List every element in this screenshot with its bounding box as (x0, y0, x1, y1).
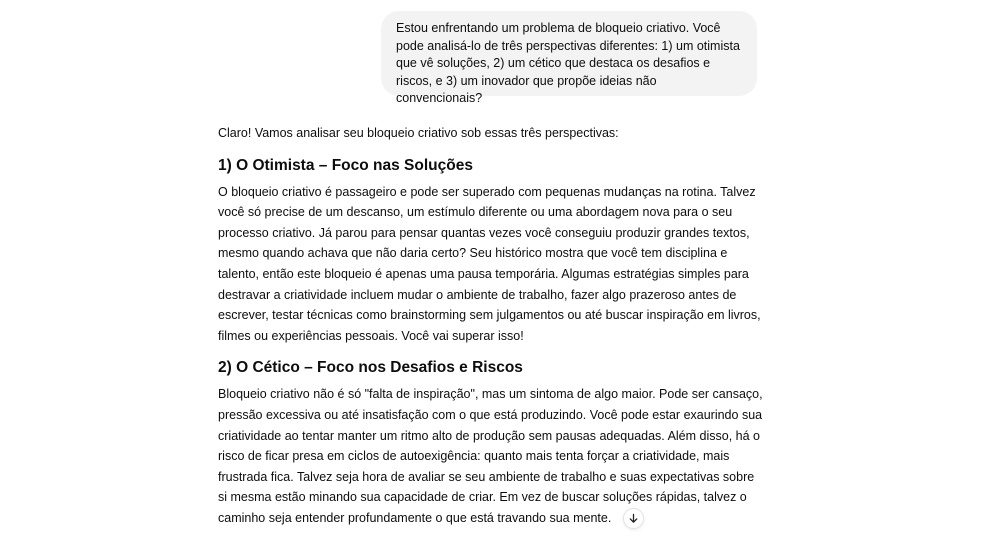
section-body-skeptic: Bloqueio criativo não é só "falta de inspiração", mas um sintoma de algo maior. Pode ser cansaço, pressão excessiva ou até insatisfação com o que está produzindo. Você pode estar exaurindo sua criatividade ao tentar manter um ritmo alto de produção sem pausas adequadas. Além disso, há o risco de ficar presa em ciclos de autoexigência: quanto mais tenta forçar a criatividade, mais frustrada fica. Talvez seja hora de avaliar se seu ambiente de trabalho e suas expectativas sobre si mesma estão minando sua capacidade de criar. Em vez de buscar soluções rápidas, talvez o caminho seja entender profundamente o que está travando sua mente. (218, 387, 763, 525)
scroll-to-bottom-button[interactable] (623, 508, 644, 529)
user-message-text: Estou enfrentando um problema de bloqueio criativo. Você pode analisá-lo de três perspectivas diferentes: 1) um otimista que vê soluções, 2) um cético que destaca os desafios e riscos, e 3) um inovador que propõe ideias não convencionais? (396, 21, 740, 106)
response-intro: Claro! Vamos analisar seu bloqueio criativo sob essas três perspectivas: (218, 126, 619, 140)
section-heading-optimist: 1) O Otimista – Foco nas Soluções (218, 156, 473, 174)
section-heading-skeptic: 2) O Cético – Foco nos Desafios e Riscos (218, 359, 523, 377)
assistant-response (218, 123, 763, 529)
user-message-bubble (381, 11, 757, 106)
arrow-down-icon (628, 513, 639, 524)
section-body-skeptic-paragraph (218, 384, 763, 529)
section-body-optimist: O bloqueio criativo é passageiro e pode ser superado com pequenas mudanças na rotina. Talvez você só precise de um descanso, um estímulo diferente ou uma abordagem nova para o seu processo criativo. Já parou para pensar quantas vezes você conseguiu produzir grandes textos, mesmo quando achava que não daria certo? Seu histórico mostra que você tem disciplina e talento, então este bloqueio é apenas uma pausa temporária. Algumas estratégias simples para destravar a criatividade incluem mudar o ambiente de trabalho, fazer algo prazeroso antes de escrever, testar técnicas como brainstorming sem julgamentos ou até buscar inspiração em livros, filmes ou experiências pessoais. Você vai superar isso! (218, 184, 761, 343)
